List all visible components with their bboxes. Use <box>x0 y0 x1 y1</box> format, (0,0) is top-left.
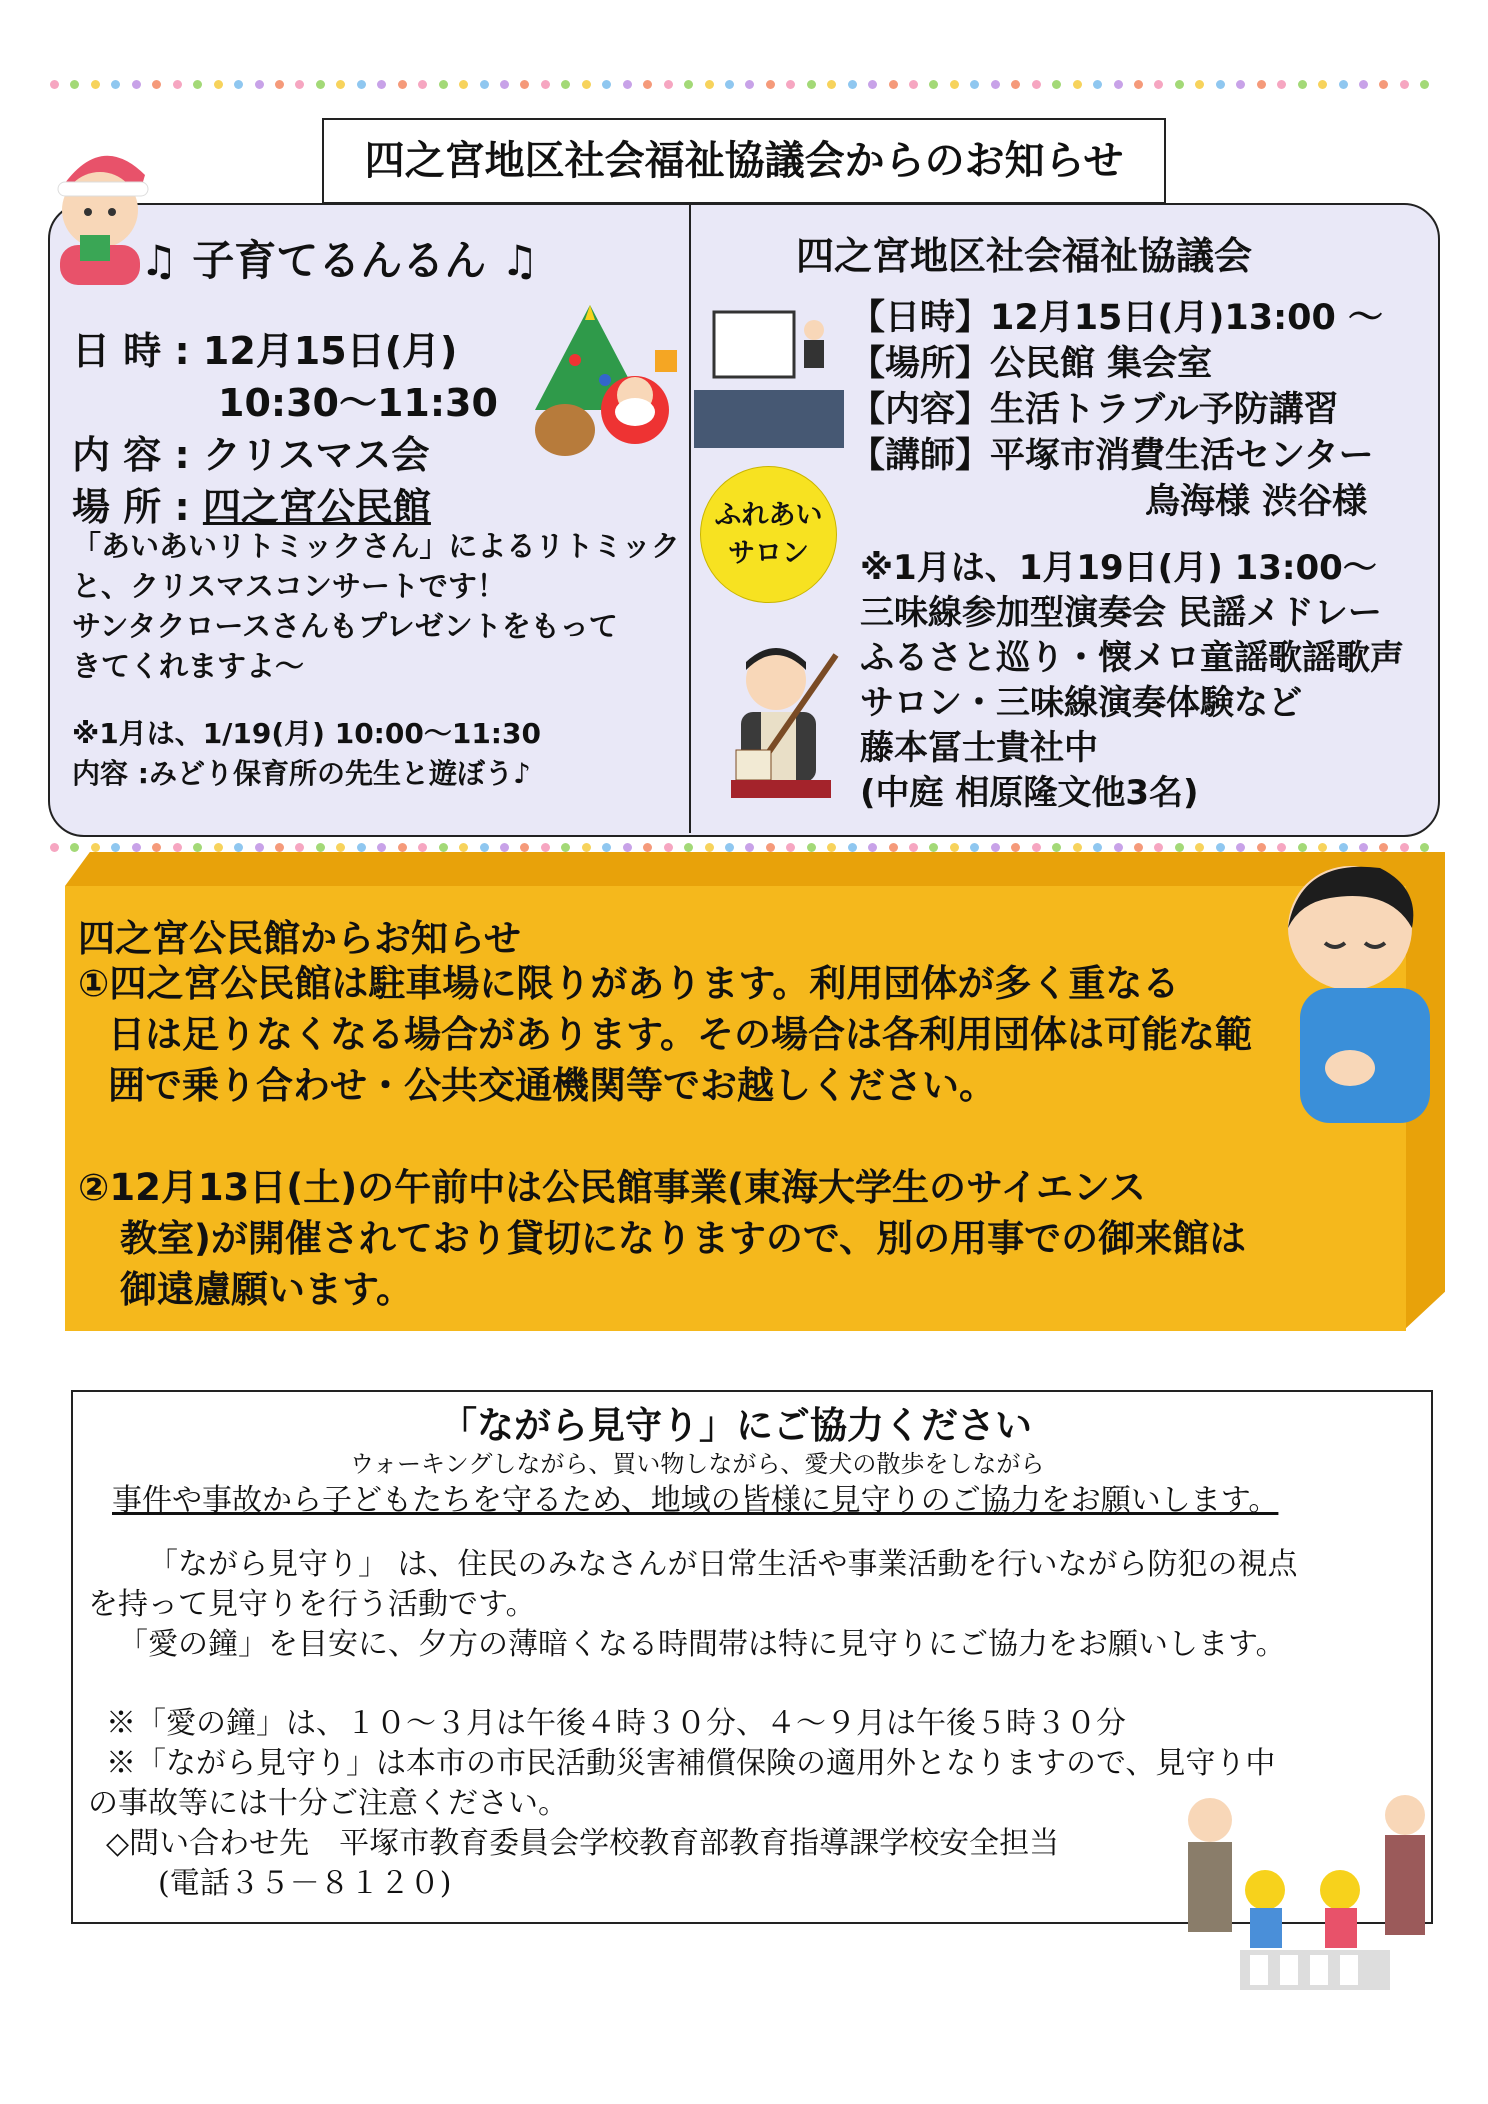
decor-dot <box>50 843 59 852</box>
decor-dot <box>889 80 898 89</box>
decor-dot <box>664 843 673 852</box>
left-content: 内 容 : クリスマス会 <box>72 433 430 477</box>
left-place <box>72 476 431 531</box>
decor-dot <box>725 80 734 89</box>
shamisen-player-icon <box>716 640 851 800</box>
left-desc-line: 「あいあいリトミックさん」によるリトミック <box>72 529 680 563</box>
fureai-salon-badge <box>700 466 837 603</box>
decor-dot <box>1093 80 1102 89</box>
decor-dot <box>970 843 979 852</box>
right-title: 四之宮地区社会福祉協議会 <box>796 234 1253 278</box>
decor-dot <box>275 80 284 89</box>
decor-dot <box>336 843 345 852</box>
notice-item-1 <box>78 958 1252 1111</box>
kosodate-title: ♫ 子育てるんるん ♫ <box>140 236 539 285</box>
decor-dot <box>152 80 161 89</box>
crossing-guard-icon <box>1170 1790 1440 2000</box>
decor-dot <box>91 80 100 89</box>
decor-dot <box>1134 80 1143 89</box>
decor-dot <box>766 80 775 89</box>
decor-dot <box>1032 80 1041 89</box>
decor-dot <box>909 843 918 852</box>
decor-dot <box>827 80 836 89</box>
decor-dot <box>1236 843 1245 852</box>
decor-dot <box>745 843 754 852</box>
notice-line: 御遠慮願います。 <box>120 1268 414 1311</box>
decor-dot <box>950 80 959 89</box>
decor-dot <box>132 843 141 852</box>
decor-dot <box>316 80 325 89</box>
salon-line: ※1月は、1月19日(月) 13:00〜 <box>860 548 1377 588</box>
decor-dot <box>91 843 100 852</box>
decor-dot <box>1011 843 1020 852</box>
decor-dot <box>929 843 938 852</box>
lecture-icon <box>694 300 844 448</box>
decor-dot <box>398 80 407 89</box>
decor-dot <box>807 843 816 852</box>
decor-dot <box>684 80 693 89</box>
decor-dot <box>1216 80 1225 89</box>
decor-dot <box>70 80 79 89</box>
decor-dot <box>398 843 407 852</box>
decor-dot <box>1216 843 1225 852</box>
decor-dot <box>1114 843 1123 852</box>
dot-divider-top <box>50 80 1430 94</box>
watch-note-line: ※「愛の鐘」は、１０〜３月は午後４時３０分、４〜９月は午後５時３０分 <box>106 1706 1126 1741</box>
decor-dot <box>111 80 120 89</box>
notice-box-top <box>65 852 1445 886</box>
decor-dot <box>786 843 795 852</box>
decor-dot <box>970 80 979 89</box>
decor-dot <box>1318 843 1327 852</box>
watch-note-line: (電話３５－８１２０) <box>158 1866 452 1901</box>
page-header: 四之宮地区社会福祉協議会からのお知らせ <box>322 118 1166 204</box>
decor-dot <box>255 843 264 852</box>
decor-dot <box>500 80 509 89</box>
decor-dot <box>664 80 673 89</box>
notice-title: 四之宮公民館からお知らせ <box>78 917 521 960</box>
watch-para-line: 「愛の鐘」を目安に、夕方の薄暗くなる時間帯は特に見守りにご協力をお願いします。 <box>118 1627 1286 1662</box>
decor-dot <box>1032 843 1041 852</box>
decor-dot <box>480 80 489 89</box>
decor-dot <box>439 80 448 89</box>
decor-dot <box>1339 843 1348 852</box>
notice-line: 教室)が開催されており貸切になりますので、別の用事での御来館は <box>120 1217 1247 1260</box>
santa-baby-icon <box>50 130 150 290</box>
decor-dot <box>1257 843 1266 852</box>
decor-dot <box>561 80 570 89</box>
decor-dot <box>1073 80 1082 89</box>
badge-line: ふれあい <box>714 499 823 531</box>
salon-line: 三味線参加型演奏会 民謡メドレー <box>860 593 1382 633</box>
decor-dot <box>193 843 202 852</box>
decor-dot <box>1400 843 1409 852</box>
decor-dot <box>1379 80 1388 89</box>
decor-dot <box>541 843 550 852</box>
decor-dot <box>725 843 734 852</box>
decor-dot <box>786 80 795 89</box>
decor-dot <box>459 843 468 852</box>
decor-dot <box>1339 80 1348 89</box>
salon-line: (中庭 相原隆文他3名) <box>860 773 1199 813</box>
watch-notes <box>88 1704 1275 1904</box>
decor-dot <box>214 843 223 852</box>
badge-line: サロン <box>728 537 809 569</box>
left-place-value: 四之宮公民館 <box>202 485 431 529</box>
decor-dot <box>950 843 959 852</box>
decor-dot <box>1154 80 1163 89</box>
watch-underline-text: 事件や事故から子どもたちを守るため、地域の皆様に見守りのご協力をお願いします。 <box>112 1483 1279 1518</box>
left-desc-line: サンタクロースさんもプレゼントをもって <box>72 609 618 643</box>
decor-dot <box>705 843 714 852</box>
decor-dot <box>766 843 775 852</box>
decor-dot <box>50 80 59 89</box>
notice-line: ①四之宮公民館は駐車場に限りがあります。利用団体が多く重なる <box>78 962 1180 1005</box>
decor-dot <box>1379 843 1388 852</box>
decor-dot <box>1052 843 1061 852</box>
left-date: 日 時 : 12月15日(月) <box>72 329 458 373</box>
right-line: 【日時】12月15日(月)13:00 〜 <box>850 298 1383 338</box>
decor-dot <box>684 843 693 852</box>
decor-dot <box>1236 80 1245 89</box>
bowing-boy-icon <box>1270 858 1445 1133</box>
decor-dot <box>336 80 345 89</box>
watch-subtitle: ウォーキングしながら、買い物しながら、愛犬の散歩をしながら <box>350 1450 1045 1478</box>
decor-dot <box>1195 80 1204 89</box>
decor-dot <box>234 80 243 89</box>
left-description <box>72 526 680 686</box>
decor-dot <box>275 843 284 852</box>
decor-dot <box>1257 80 1266 89</box>
decor-dot <box>377 80 386 89</box>
left-time: 10:30〜11:30 <box>218 381 498 425</box>
watch-para-line: を持って見守りを行う活動です。 <box>88 1587 536 1622</box>
watch-note-line: の事故等には十分ご注意ください。 <box>88 1786 568 1821</box>
watch-paragraph <box>88 1545 1298 1665</box>
decor-dot <box>357 80 366 89</box>
decor-dot <box>152 843 161 852</box>
decor-dot <box>1175 80 1184 89</box>
notice-line: ②12月13日(土)の午前中は公民館事業(東海大学生のサイエンス <box>78 1166 1146 1209</box>
watch-title: 「ながら見守り」にご協力ください <box>440 1403 1032 1447</box>
decor-dot <box>582 80 591 89</box>
notice-line: 日は足りなくなる場合があります。その場合は各利用団体は可能な範 <box>108 1013 1253 1056</box>
notice-line: 囲で乗り合わせ・公共交通機関等でお越しください。 <box>108 1064 996 1107</box>
decor-dot <box>295 843 304 852</box>
decor-dot <box>602 843 611 852</box>
decor-dot <box>173 843 182 852</box>
watch-para-line: 「ながら見守り」 は、住民のみなさんが日常生活や事業活動を行いながら防犯の視点 <box>148 1547 1298 1582</box>
left-note-line: 内容 :みどり保育所の先生と遊ぼう♪ <box>72 757 531 790</box>
decor-dot <box>623 80 632 89</box>
decor-dot <box>1359 843 1368 852</box>
decor-dot <box>705 80 714 89</box>
decor-dot <box>868 843 877 852</box>
salon-details <box>860 546 1404 816</box>
decor-dot <box>377 843 386 852</box>
decor-dot <box>1195 843 1204 852</box>
decor-dot <box>520 80 529 89</box>
right-line: 【内容】生活トラブル予防講習 <box>850 390 1339 430</box>
decor-dot <box>1298 843 1307 852</box>
watch-note-line: ◇問い合わせ先 平塚市教育委員会学校教育部教育指導課学校安全担当 <box>106 1826 1060 1861</box>
left-note <box>72 714 541 794</box>
decor-dot <box>541 80 550 89</box>
decor-dot <box>1298 80 1307 89</box>
decor-dot <box>173 80 182 89</box>
decor-dot <box>807 80 816 89</box>
decor-dot <box>602 80 611 89</box>
decor-dot <box>929 80 938 89</box>
decor-dot <box>1359 80 1368 89</box>
decor-dot <box>582 843 591 852</box>
decor-dot <box>439 843 448 852</box>
decor-dot <box>316 843 325 852</box>
panel-divider <box>689 203 691 833</box>
left-note-line: ※1月は、1/19(月) 10:00〜11:30 <box>72 717 541 750</box>
decor-dot <box>827 843 836 852</box>
decor-dot <box>1073 843 1082 852</box>
decor-dot <box>111 843 120 852</box>
decor-dot <box>520 843 529 852</box>
decor-dot <box>214 80 223 89</box>
watch-note-line: ※「ながら見守り」は本市の市民活動災害補償保険の適用外となりますので、見守り中 <box>106 1746 1276 1781</box>
decor-dot <box>255 80 264 89</box>
decor-dot <box>1114 80 1123 89</box>
decor-dot <box>1134 843 1143 852</box>
left-desc-line: と、クリスマスコンサートです！ <box>72 569 506 603</box>
decor-dot <box>193 80 202 89</box>
decor-dot <box>643 80 652 89</box>
decor-dot <box>848 80 857 89</box>
notice-item-2 <box>78 1162 1246 1315</box>
left-desc-line: きてくれますよ〜 <box>72 649 305 683</box>
decor-dot <box>1093 843 1102 852</box>
decor-dot <box>991 843 1000 852</box>
decor-dot <box>418 843 427 852</box>
decor-dot <box>909 80 918 89</box>
decor-dot <box>745 80 754 89</box>
decor-dot <box>1154 843 1163 852</box>
decor-dot <box>234 843 243 852</box>
right-line: 【講師】平塚市消費生活センター <box>850 436 1374 476</box>
decor-dot <box>991 80 1000 89</box>
decor-dot <box>1011 80 1020 89</box>
christmas-tree-icon <box>515 300 685 480</box>
right-line: 【場所】公民館 集会室 <box>850 344 1213 384</box>
decor-dot <box>889 843 898 852</box>
decor-dot <box>1175 843 1184 852</box>
decor-dot <box>1420 80 1429 89</box>
decor-dot <box>480 843 489 852</box>
decor-dot <box>623 843 632 852</box>
decor-dot <box>1277 80 1286 89</box>
decor-dot <box>1400 80 1409 89</box>
decor-dot <box>1052 80 1061 89</box>
decor-dot <box>561 843 570 852</box>
decor-dot <box>70 843 79 852</box>
decor-dot <box>868 80 877 89</box>
decor-dot <box>643 843 652 852</box>
decor-dot <box>1420 843 1429 852</box>
salon-line: ふるさと巡り・懐メロ童謡歌謡歌声 <box>860 638 1404 678</box>
decor-dot <box>357 843 366 852</box>
decor-dot <box>1277 843 1286 852</box>
salon-line: 藤本冨士貴社中 <box>860 728 1098 768</box>
decor-dot <box>459 80 468 89</box>
decor-dot <box>295 80 304 89</box>
decor-dot <box>500 843 509 852</box>
decor-dot <box>1318 80 1327 89</box>
decor-dot <box>848 843 857 852</box>
right-line: 鳥海様 渋谷様 <box>1145 482 1368 522</box>
left-place-label: 場 所 : <box>72 485 203 529</box>
decor-dot <box>132 80 141 89</box>
salon-line: サロン・三味線演奏体験など <box>860 683 1302 723</box>
decor-dot <box>418 80 427 89</box>
